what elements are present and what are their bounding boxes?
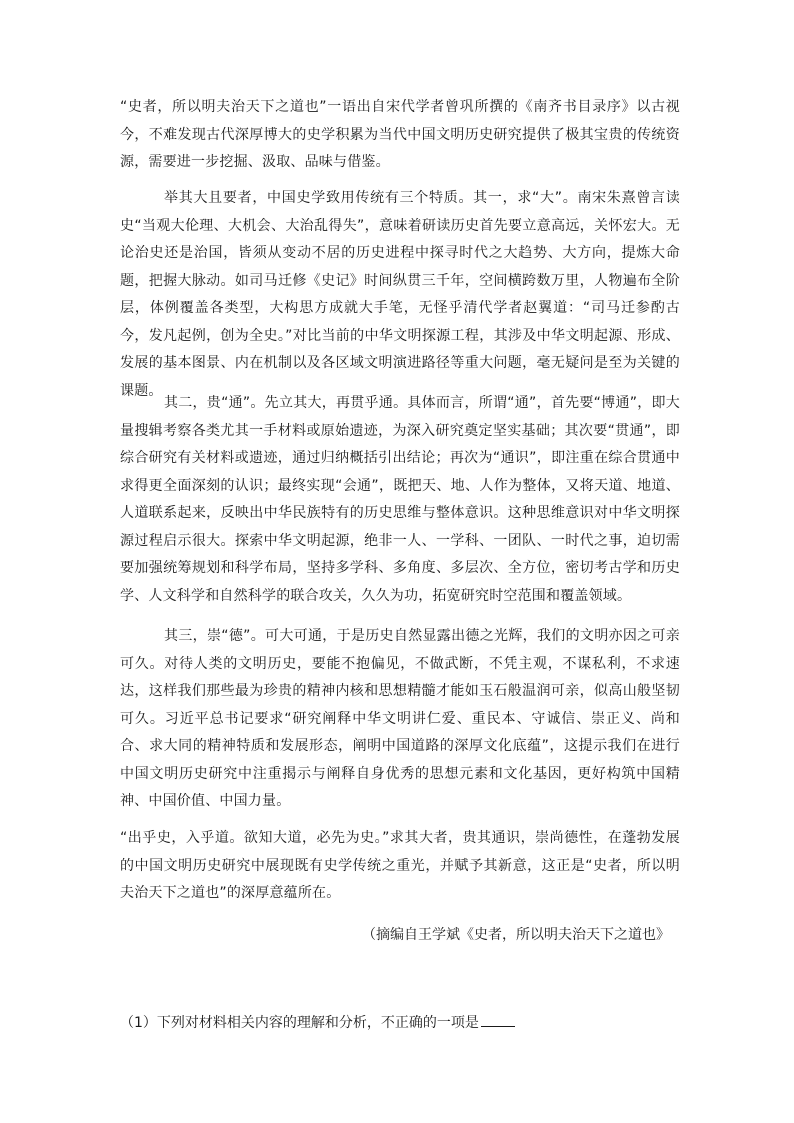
paragraph-intro: “史者，所以明夫治天下之道也”一语出自宋代学者曾巩所撰的《南齐书目录序》以古视今，不难发现古代深厚博大的史学积累为当代中国文明历史研究提供了极其宝贵的传统资源，需要进一步挖掘、汲取、品味与借鉴。 — [120, 99, 680, 170]
paragraph-point-one: 举其大且要者，中国史学致用传统有三个特质。其一，求“大”。南宋朱熹曾言读史“当观大伦理、大机会、大治乱得失”，意味着研读历史首先要立意高远，关怀宏大。无论治史还是治国，皆须从变动不居的历史进程中探寻时代之大趋势、大方向，提炼大命题，把握大脉动。如司马迁修《史记》时间纵贯三千年，空间横跨数万里，人物遍布全阶层，体例覆盖各类型，大构思方成就大手笔，无怪乎清代学者赵翼道：“司马迁参酌古今，发凡起例，创为全史。”对比当前的中华文明探源工程，其涉及中华文明起源、形成、发展的基本图景、内在机制以及各区域文明演进路径等重大问题，毫无疑问是至为关键的课题。 — [120, 190, 680, 399]
source-citation: （摘编自王学斌《史者，所以明夫治天下之道也》 — [362, 927, 670, 943]
question-1 — [120, 1010, 680, 1038]
question-text: （1）下列对材料相关内容的理解和分析，不正确的一项是 — [120, 1015, 479, 1031]
answer-blank[interactable] — [481, 1012, 515, 1027]
paragraph-point-three: 其三，崇“德”。可大可通，于是历史自然显露出德之光辉，我们的文明亦因之可亲可久。对待人类的文明历史，要能不抱偏见，不做武断，不凭主观，不谋私利，不求速达，这样我们那些最为珍贵的精神内核和思想精髓才能如玉石般温润可亲，似高山般坚韧可久。习近平总书记要求“研究阐释中华文明讲仁爱、重民本、守诚信、崇正义、尚和合、求大同的精神特质和发展形态，阐明中国道路的深厚文化底蕴”，这提示我们在进行中国文明历史研究中注重揭示与阐释自身优秀的思想元素和文化基因，更好构筑中国精神、中国价值、中国力量。 — [120, 628, 680, 809]
paragraph-conclusion: “出乎史，入乎道。欲知大道，必先为史。”求其大者，贵其通识，崇尚德性，在蓬勃发展的中国文明历史研究中展现既有史学传统之重光，并赋予其新意，这正是“史者，所以明夫治天下之道也”的深厚意蕴所在。 — [120, 830, 680, 901]
paragraph-point-two: 其二，贵“通”。先立其大，再贯乎通。具体而言，所谓“通”，首先要“博通”，即大量搜辑考察各类尤其一手材料或原始遗迹，为深入研究奠定坚实基础；其次要“贯通”，即综合研究有关材料或遗迹，通过归纳概括引出结论；再次为“通识”，即注重在综合贯通中求得更全面深刻的认识；最终实现“会通”，既把天、地、人作为整体，又将天道、地道、人道联系起来，反映出中华民族特有的历史思维与整体意识。这种思维意识对中华文明探源过程启示很大。探索中华文明起源，绝非一人、一学科、一团队、一时代之事，迫切需要加强统筹规划和科学布局，坚持多学科、多角度、多层次、全方位，密切考古学和历史学、人文科学和自然科学的联合攻关，久久为功，拓宽研究时空范围和覆盖领域。 — [120, 395, 680, 604]
